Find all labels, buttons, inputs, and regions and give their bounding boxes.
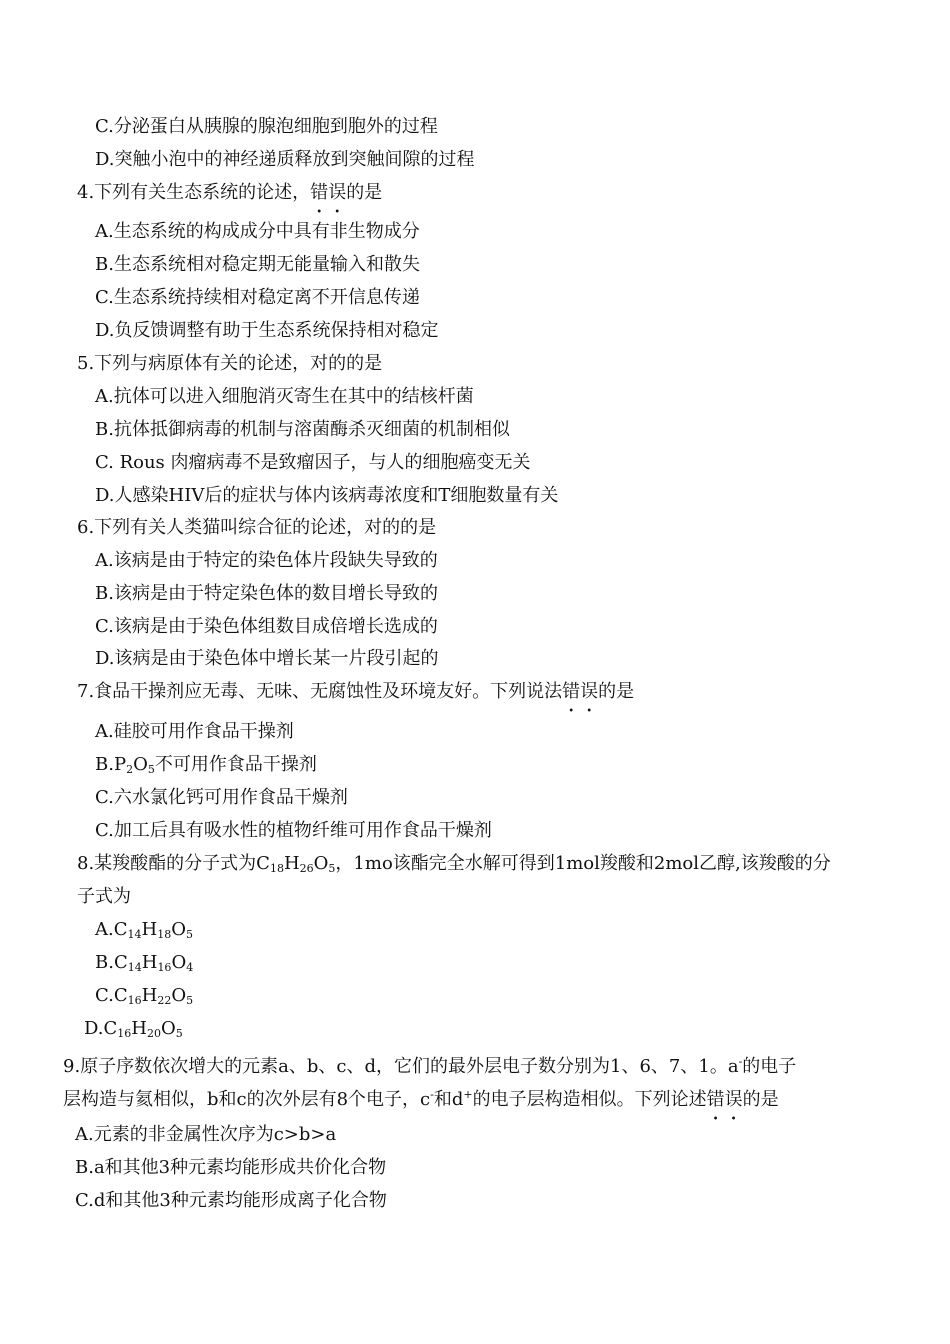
q4-option-d: D.负反馈调整有助于生态系统保持相对稳定: [95, 320, 439, 341]
superscript: -: [738, 1055, 743, 1068]
formula-element: H: [141, 919, 158, 940]
option-label: C.C: [95, 985, 128, 1006]
formula-element: H: [131, 1018, 147, 1039]
option-label: B.C: [95, 952, 128, 973]
q7-b-element: O: [133, 754, 148, 775]
q9-stem-text: 的电子层构造相似。下列论述: [472, 1089, 707, 1110]
q4-option-a: A.生态系统的构成成分中具有非生物成分: [95, 221, 420, 242]
q8-stem-line1: [77, 852, 831, 881]
formula-element: O: [313, 853, 329, 874]
q4-emphasis-char: 误: [328, 182, 347, 203]
subscript: 22: [157, 994, 172, 1007]
q9-stem-text: 层构造与氦相似，b和c的次外层有8个电子，c: [63, 1089, 431, 1110]
subscript: 14: [127, 928, 142, 941]
q8-option-a: [95, 918, 193, 947]
q8-stem-text: 8.某羧酸酯的分子式为C: [77, 853, 270, 874]
formula-element: O: [171, 952, 187, 973]
subscript: 2: [126, 763, 134, 776]
q5-option-a: A.抗体可以进入细胞消灭寄生在其中的结核杆菌: [95, 386, 474, 407]
q9-option-c: C.d和其他3种元素均能形成离子化合物: [75, 1190, 387, 1211]
q5-option-c: C. Rous 肉瘤病毒不是致瘤因子，与人的细胞癌变无关: [95, 452, 531, 473]
subscript: 18: [157, 928, 172, 941]
q7-b-prefix: B.P: [95, 754, 127, 775]
q9-stem-text: 和d: [433, 1089, 464, 1110]
q7-option-c: C.六水氯化钙可用作食品干燥剂: [95, 787, 348, 808]
q3-option-c: C.分泌蛋白从胰腺的腺泡细胞到胞外的过程: [95, 116, 438, 137]
q9-stem-end: 的是: [742, 1089, 779, 1110]
q6-option-b: B.该病是由于特定染色体的数目增长导致的: [95, 583, 438, 604]
q8-option-b: [95, 951, 193, 980]
q5-option-d: D.人感染HIV后的症状与体内该病毒浓度和T细胞数量有关: [95, 485, 559, 506]
q7-option-c2: C.加工后具有吸水性的植物纤维可用作食品干燥剂: [95, 820, 492, 841]
q8-option-d: [84, 1017, 183, 1046]
q7-stem-text: 7.食品干操剂应无毒、无味、无腐蚀性及环境友好。下列说法: [77, 681, 563, 702]
q3-option-d: D.突触小泡中的神经递质释放到突触间隙的过程: [95, 149, 475, 170]
subscript: 5: [175, 1027, 183, 1040]
formula-element: H: [141, 985, 158, 1006]
q7-option-a: A.硅胶可用作食品干操剂: [95, 721, 294, 742]
q9-stem-text: 9.原子序数依次增大的元素a、b、c、d，它们的最外层电子数分别为1、6、7、1。a: [63, 1056, 739, 1077]
subscript: 5: [185, 928, 193, 941]
q7-b-text: 不可用作食品干操剂: [154, 754, 317, 775]
q4-stem: [77, 181, 382, 205]
subscript: 14: [127, 961, 142, 974]
q9-option-a: A.元素的非金属性次序为c>b>a: [75, 1124, 337, 1145]
subscript: 5: [186, 994, 194, 1007]
q6-stem: 6.下列有关人类猫叫综合征的论述，对的的是: [77, 517, 437, 538]
subscript: 5: [147, 763, 155, 776]
q9-emphasis-char: 误: [724, 1089, 743, 1110]
subscript: 16: [127, 994, 142, 1007]
superscript: -: [430, 1088, 434, 1101]
q5-stem: 5.下列与病原体有关的论述，对的的是: [77, 353, 383, 374]
option-label: D.C: [84, 1018, 118, 1039]
formula-element: H: [141, 952, 158, 973]
subscript: 16: [157, 961, 172, 974]
subscript: 4: [186, 961, 194, 974]
q7-emphasis-char: 误: [580, 681, 599, 702]
q6-option-a: A.该病是由于特定的染色体片段缺失导致的: [95, 550, 438, 571]
formula-element: O: [161, 1018, 176, 1039]
q7-option-b: [95, 753, 317, 782]
q4-option-b: B.生态系统相对稳定期无能量输入和散失: [95, 254, 420, 275]
q4-option-c: C.生态系统持续相对稳定离不开信息传递: [95, 287, 420, 308]
option-label: A.C: [95, 919, 128, 940]
q9-option-b: B.a和其他3种元素均能形成共价化合物: [75, 1157, 387, 1178]
q4-emphasis-char: 错: [310, 182, 329, 203]
q4-stem-end: 的是: [346, 182, 383, 203]
q5-option-b: B.抗体抵御病毒的机制与溶菌酶杀灭细菌的机制相似: [95, 419, 510, 440]
subscript: 18: [269, 862, 284, 875]
q8-stem-text: ，1mo该酯完全水解可得到1mol羧酸和2mol乙醇,该羧酸的分: [335, 853, 831, 874]
q7-stem: [77, 680, 634, 704]
q9-stem-line2: [63, 1083, 779, 1112]
subscript: 20: [147, 1027, 161, 1040]
subscript: 16: [117, 1027, 132, 1040]
q4-stem-text: 4.下列有关生态系统的论述，: [77, 182, 311, 203]
q8-stem-line2: 子式为: [77, 886, 131, 907]
subscript: 5: [328, 862, 336, 875]
q6-option-c: C.该病是由于染色体组数目成倍增长选成的: [95, 616, 438, 637]
superscript: +: [463, 1088, 473, 1101]
q7-emphasis-char: 错: [562, 681, 581, 702]
q8-option-c: [95, 984, 193, 1013]
q9-stem-line1: [63, 1050, 796, 1079]
q9-stem-text: 的电子: [742, 1056, 797, 1077]
subscript: 26: [299, 862, 314, 875]
q9-emphasis-char: 错: [706, 1089, 725, 1110]
formula-element: H: [283, 853, 300, 874]
formula-element: O: [171, 919, 186, 940]
formula-element: O: [171, 985, 187, 1006]
q6-option-d: D.该病是由于染色体中增长某一片段引起的: [95, 648, 439, 669]
q7-stem-end: 的是: [598, 681, 635, 702]
